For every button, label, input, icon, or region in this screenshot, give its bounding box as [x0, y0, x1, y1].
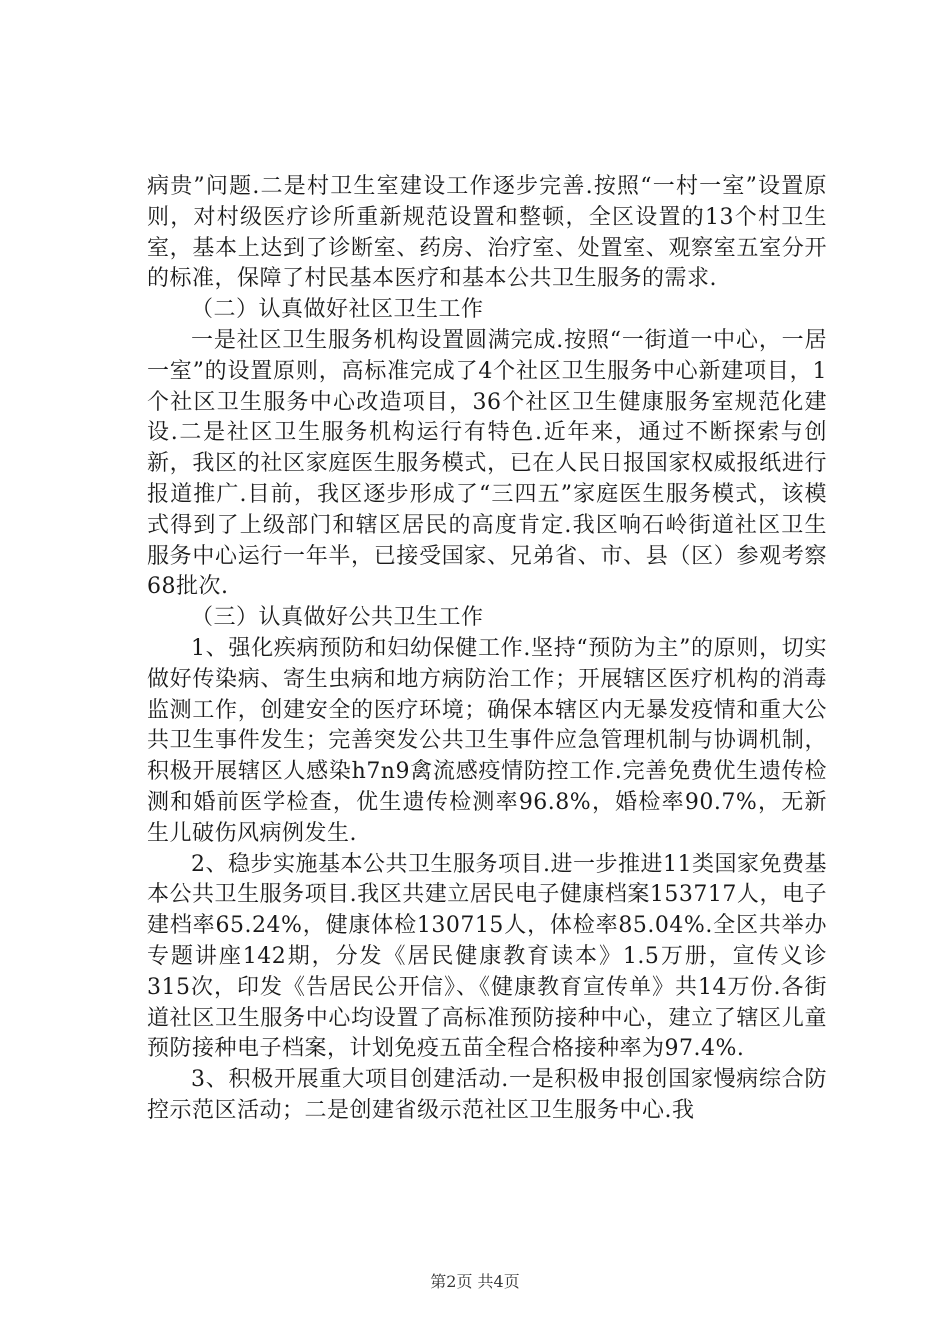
section-heading-community-health: （二）认真做好社区卫生工作 — [191, 297, 484, 323]
section-heading-public-health: （三）认真做好公共卫生工作 — [191, 605, 484, 631]
paragraph-disease-prevention: 1、强化疾病预防和妇幼保健工作.坚持“预防为主”的原则，切实做好传染病、寄生虫病和地方病防治工作；开展辖区医疗机构的消毒监测工作，创建安全的医疗环境；确保本辖区内无暴发疫情和重大公共卫生事件发生；完善突发公共卫生事件应急管理机制与协调机制，积极开展辖区人感染h7n9禽流感疫情防控工作.完善免费优生遗传检测和婚前医学检查，优生遗传检测率96.8%，婚检率90.7%，无新生儿破伤风病例发生. — [147, 635, 827, 846]
page-number-footer: 第2页 共4页 — [430, 1272, 520, 1291]
paragraph-major-projects: 3、积极开展重大项目创建活动.一是积极申报创国家慢病综合防控示范区活动；二是创建省级示范社区卫生服务中心.我 — [147, 1067, 827, 1123]
paragraph-community-health: 一是社区卫生服务机构设置圆满完成.按照“一街道一中心，一居一室”的设置原则，高标准完成了4个社区卫生服务中心新建项目，1个社区卫生服务中心改造项目，36个社区卫生健康服务室规范化建设.二是社区卫生服务机构运行有特色.近年来，通过不断探索与创新，我区的社区家庭医生服务模式，已在人民日报国家权威报纸进行报道推广.目前，我区逐步形成了“三四五”家庭医生服务模式，该模式得到了上级部门和辖区居民的高度肯定.我区响石岭街道社区卫生服务中心运行一年半，已接受国家、兄弟省、市、县（区）参观考察68批次. — [147, 327, 827, 600]
paragraph-continuation: 病贵”问题.二是村卫生室建设工作逐步完善.按照“一村一室”设置原则，对村级医疗诊所重新规范设置和整顿，全区设置的13个村卫生室，基本上达到了诊断室、药房、治疗室、处置室、观察室五室分开的标准，保障了村民基本医疗和基本公共卫生服务的需求. — [147, 174, 827, 292]
paragraph-basic-services: 2、稳步实施基本公共卫生服务项目.进一步推进11类国家免费基本公共卫生服务项目.我区共建立居民电子健康档案153717人，电子建档率65.24%，健康体检130715人，体检率85.04%.全区共举办专题讲座142期，分发《居民健康教育读本》1.5万册，宣传义诊315次，印发《告居民公开信》、《健康教育宣传单》共14万份.各街道社区卫生服务中心均设置了高标准预防接种中心，建立了辖区儿童预防接种电子档案，计划免疫五苗全程合格接种率为97.4%. — [147, 851, 827, 1062]
document-body — [147, 172, 827, 1127]
